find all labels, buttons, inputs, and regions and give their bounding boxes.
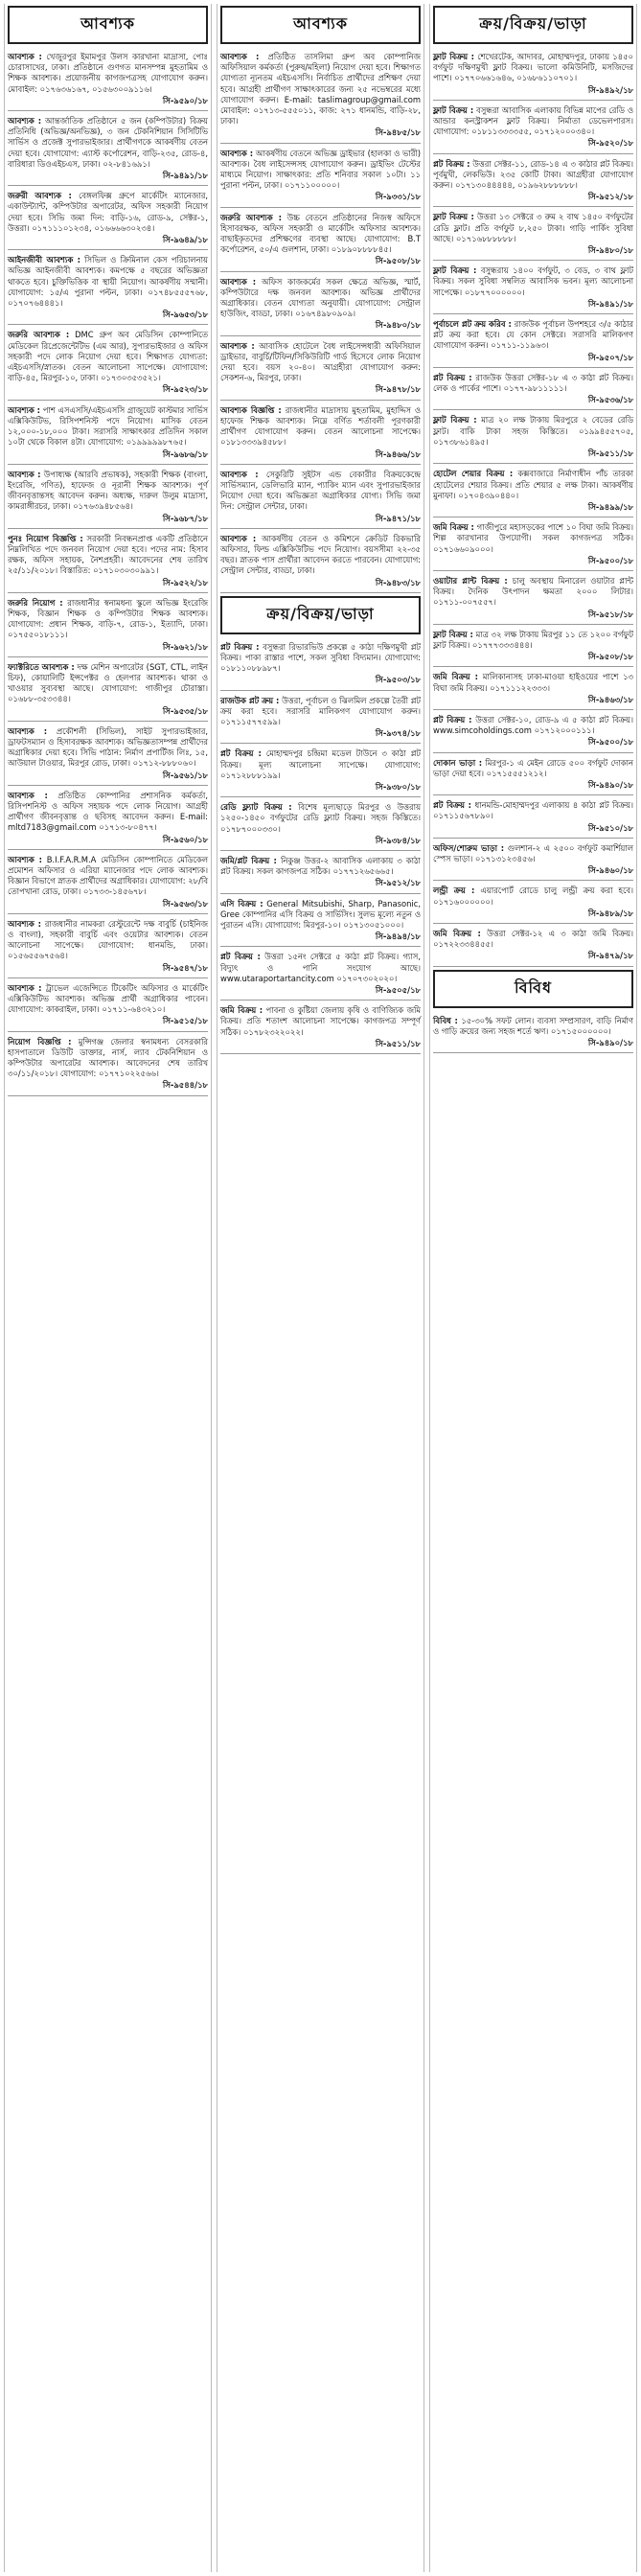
ad-list bbox=[220, 50, 421, 593]
ad-body: সেকুরিটি সুইটস এন্ড বেকারীর বিক্রয়কেন্দ্রে সার্ভিসম্যান, ডেলিভারি ম্যান, প্যাকিং ম্যান এবং সুপারভাইজার নিয়োগ দেয়া হবে। অভিজ্ঞতা অগ্রাধিকার যোগ্য। সিভি জমা দিন: সেন্ট্রাল সেন্টার, ঢাকা। bbox=[220, 469, 421, 512]
ad-body: সিভিল ও ক্রিমিনাল কেস পরিচালনায় অভিজ্ঞ আইনজীবী আবশ্যক। কমপক্ষে ৫ বছরের অভিজ্ঞতা থাকতে হবে। চুক্তিভিত্তিক বা স্থায়ী নিয়োগ। আকর্ষণীয় সম্মানী। যোগাযোগ: ১৫/এ পুরানা পল্টন, ঢাকা। ০১৭৪৮৫৫৫৭৬৮, ০১৭০৭৬৪৪৪১। bbox=[8, 255, 208, 309]
ad-body: রাজধানীর নামকরা রেস্টুরেন্টে দক্ষ বাবুর্চি (চাইনিজ ও বাংলা), সহকারী বাবুর্চি এবং ওয়েটার আবশ্যক। বেতন আলোচনা সাপেক্ষে। যোগাযোগ: ধানমন্ডি, ঢাকা। ০১৫৬৫৫৬৭৫৬৪। bbox=[8, 918, 208, 961]
ad-keyword: ফ্লাট বিক্রয় : bbox=[433, 52, 474, 61]
classified-ad bbox=[433, 104, 633, 154]
ad-reference: সি-৯৪৯১/১৮ bbox=[162, 171, 208, 181]
classified-ad bbox=[220, 211, 421, 272]
ad-keyword: প্লট বিক্রয় : bbox=[433, 158, 470, 169]
ad-list bbox=[8, 50, 208, 1096]
classified-ad bbox=[8, 789, 208, 850]
classified-ad bbox=[433, 210, 633, 261]
ad-reference: সি-৯৩৮৪/১৮ bbox=[375, 835, 421, 845]
column-header: আবশ্যক bbox=[8, 6, 208, 44]
ad-keyword: আবশ্যক : bbox=[8, 918, 42, 929]
classified-ad bbox=[220, 147, 421, 208]
ad-keyword: ফ্লাট বিক্রয় : bbox=[433, 104, 474, 115]
classified-ad bbox=[433, 756, 633, 796]
ad-list bbox=[433, 50, 633, 967]
classified-ad bbox=[220, 694, 421, 745]
ad-keyword: জমি বিক্রয় : bbox=[220, 1005, 263, 1016]
ad-keyword: আবশ্যক : bbox=[8, 469, 41, 479]
ad-body: শেখেরটেক, আদাবর, মোহাম্মদপুর, ঢাকায় ১৪৫০ বর্গফুট দক্ষিণমুখী ফ্লাট বিক্রয়। ভালো কমিউনিটি, মসজিদের পাশে। ০১৭৭০৬৬১৬৪৬, ০১৬৮৬১১০৭০১। bbox=[433, 52, 633, 83]
ad-body: পাবনা ও কুষ্টিয়া জেলায় কৃষি ও বাণিজ্যিক জমি বিক্রয়। প্রতি শতাংশ আলোচনা সাপেক্ষে। কাগজপত্র সম্পূর্ণ সঠিক। ০১৭৮২৩২২০২২। bbox=[220, 1005, 422, 1037]
classified-ad bbox=[220, 747, 421, 797]
section-header: বিবিধ bbox=[433, 970, 633, 1008]
ad-body: প্রতিষ্ঠিত কোম্পানির প্রশাসনিক কর্মকর্তা, রিসিপশনিস্ট ও অফিস সহায়ক পদে লোক নিয়োগ। আগ্রহী প্রার্থীগণ জীবনবৃত্তান্ত ও ছবিসহ আবেদন করুন। E-mail: mltd7183@gmail.com ০১৭১৩-৮০৪৭৭। bbox=[8, 790, 208, 833]
ad-body: মুন্সিগঞ্জ জেলার স্বনামধন্য বেসরকারি হাসপাতালে ডিউটি ডাক্তার, নার্স, ল্যাব টেকনিশিয়ান ও কম্পিউটার অপারেটর আবশ্যক। আবেদনের শেষ তারিখ ৩০/১১/২০১৮। যোগাযোগ: ০১৭৭১০২২৫৬৬। bbox=[8, 1036, 208, 1079]
classified-ad bbox=[8, 253, 208, 325]
ad-reference: সি-৯৫৪৪/১৮ bbox=[162, 1080, 208, 1091]
ad-reference: সি-৯৫৬১/১৮ bbox=[162, 770, 208, 780]
classified-ad bbox=[8, 660, 208, 722]
ad-keyword: জরুরি নিয়োগ : bbox=[8, 597, 63, 608]
ad-reference: সি-৯৫০০/১৮ bbox=[587, 737, 633, 748]
classified-ad bbox=[433, 467, 633, 518]
ad-keyword: প্লট বিক্রয় : bbox=[220, 641, 260, 652]
ad-body: বসুন্ধরা আবাসিক এলাকায় বিভিন্ন মাপের রেডি ও আন্ডার কনস্ট্রাকশন ফ্লাট বিক্রয়। নির্মাতা ডেভেলপারস। যোগাযোগ: ০১৮১১৩৩৩৩৫৫, ০১৭১২০০০৩৪০। bbox=[433, 104, 633, 137]
ad-keyword: আইনজীবী আবশ্যক : bbox=[8, 255, 80, 265]
classified-ad bbox=[220, 640, 421, 691]
ad-reference: সি-৯৪৯২/১৮ bbox=[587, 84, 633, 95]
classified-ad bbox=[220, 275, 421, 336]
column-1 bbox=[4, 4, 212, 2572]
classified-ad bbox=[8, 917, 208, 978]
column-3 bbox=[429, 4, 637, 2572]
ad-keyword: জমি বিক্রয় : bbox=[433, 672, 478, 682]
ad-keyword: দোকান ভাড়া : bbox=[433, 757, 483, 768]
ad-keyword: জরুরী আবশ্যক : bbox=[8, 191, 72, 201]
ad-keyword: প্লট বিক্রয় : bbox=[433, 800, 472, 811]
ad-body: মোহাম্মদপুর চন্দ্রিমা মডেল টাউনে ৩ কাঠা প্লট বিক্রয়। মূল্য আলোচনা সাপেক্ষে। যোগাযোগ: ০১৭১২৮৮৮১৯৯। bbox=[220, 748, 421, 780]
classified-ad bbox=[8, 468, 208, 529]
ad-keyword: আবশ্যক : bbox=[8, 790, 48, 800]
classified-ad bbox=[433, 371, 633, 411]
ad-reference: সি-৯৪৯১/১৮ bbox=[587, 298, 633, 309]
ad-reference: সি-৯৩৭৪/১৮ bbox=[375, 728, 421, 739]
classified-ad bbox=[220, 468, 421, 529]
ad-keyword: আবশ্যক : bbox=[8, 982, 42, 993]
ad-keyword: আবশ্যক : bbox=[8, 52, 42, 61]
classified-ad bbox=[433, 50, 633, 101]
column-header: আবশ্যক bbox=[220, 6, 421, 44]
classified-ad bbox=[8, 403, 208, 465]
ad-body: মাত্র ৩২ লক্ষ টাকায় মিরপুর ১১ তে ১২০০ বর্গফুট ফ্লাট বিক্রয়। ০১৭৭৭৩৩৩৪৪৪। bbox=[433, 629, 633, 650]
ad-reference: সি-৯৬৪৯/১৮ bbox=[162, 235, 208, 245]
ad-body: General Mitsubishi, Sharp, Panasonic, Gree কোম্পানির এসি বিক্রয় ও সার্ভিসিং। সুলভ মূল্যে নতুন ও পুরাতন এসি। যোগাযোগ: মিরপুর-১০। ০১৭১৩০৫১০০০। bbox=[220, 898, 421, 930]
ad-keyword: আবশ্যক : bbox=[8, 854, 42, 864]
ad-keyword: এসি বিক্রয় : bbox=[220, 898, 263, 908]
ad-body: বসুন্ধরা রিভারভিউ প্রকল্পে ৫ কাঠা দক্ষিণমুখী প্লট বিক্রয়। পাকা রাস্তার পাশে, সকল সুবিধা বিদ্যমান। যোগাযোগ: ০১৮১১০৮৮৯৮৭। bbox=[220, 641, 421, 674]
ad-reference: সি-৯৫২২/১৮ bbox=[162, 577, 208, 587]
ad-reference: সি-৯৪৮৩/১৮ bbox=[375, 577, 421, 587]
ad-keyword: আবশ্যক : bbox=[220, 276, 257, 287]
ad-keyword: জমি/প্লট বিক্রয় : bbox=[220, 855, 277, 865]
ad-keyword: বিবিধ : bbox=[433, 1015, 458, 1025]
ad-body: উচ্চ বেতনে প্রতিষ্ঠানের নিজস্ব অফিসে হিসাবরক্ষক, অফিস সহকারী ও মার্কেটিং অফিসার আবশ্যক। বাছাইকৃতদের প্রশিক্ষণের ব্যবস্থা আছে। যোগাযোগ: B.T কর্পোরেশন, ৫০/এ গুলশান, ঢাকা। ০১৮৯০৮৮৮৮৪৫। bbox=[220, 212, 421, 255]
ad-body: সরকারী নিবন্ধনপ্রাপ্ত একটি প্রতিষ্ঠানে নিম্নলিখিত পদে জনবল নিয়োগ দেয়া হবে। পদের নাম: হিসাব রক্ষক, অফিস সহায়ক, নৈশপ্রহরী। আবেদনের শেষ তারিখ ২৫/১১/২০১৮। বিস্তারিত: ০১৭১০৩০৩০৯৯১। bbox=[8, 533, 208, 576]
ad-reference: সি-৯৬৫৩/১৮ bbox=[162, 310, 208, 320]
ad-body: চালু অবস্থায় মিনারেল ওয়াটার প্লান্ট বিক্রয়। দৈনিক উৎপাদন ক্ষমতা ২০০০ লিটার। ০১৭১১-০০৭৫৫৭। bbox=[433, 575, 633, 608]
ad-reference: সি-৯৪৮০/১৮ bbox=[375, 320, 421, 331]
ad-keyword: ফ্যাক্টরিতে আবশ্যক : bbox=[8, 661, 75, 672]
ad-keyword: ফ্লাট বিক্রয় : bbox=[433, 212, 474, 222]
classified-ad bbox=[8, 596, 208, 657]
ad-body: গাজীপুরে মহাসড়কের পাশে ১০ বিঘা জমি বিক্রয়। শিল্প কারখানার উপযোগী। সকল কাগজপত্র সঠিক। ০১৭১৬৬০৯০০০। bbox=[433, 522, 633, 554]
ad-body: ১৫-৩০% সফট লোন। ব্যবসা সম্প্রসারণ, বাড়ি নির্মাণ ও গাড়ি ক্রয়ের জন্য সহজ শর্তে ঋণ। ০১৭১৫০০০০০০। bbox=[433, 1015, 633, 1036]
ad-body: মিরপুর-১ এ মেইন রোডে ৫০০ বর্গফুট দোকান ভাড়া দেয়া হবে। ০১৭১৫৫৫১২১২। bbox=[433, 757, 633, 778]
ad-keyword: আবশ্যক : bbox=[220, 52, 260, 61]
classified-ad bbox=[220, 532, 421, 593]
ad-body: ট্রাভেল এজেন্সিতে টিকেটিং অফিসার ও মার্কেটিং এক্সিকিউটিভ আবশ্যক। অভিজ্ঞ প্রার্থী অগ্রাধিকার পাবেন। যোগাযোগ: কাকরাইল, ঢাকা। ০১৭১১-৬৪৩২১০। bbox=[8, 982, 208, 1015]
section-header: ক্রয়/বিক্রয়/ভাড়া bbox=[220, 596, 421, 634]
ad-body: উত্তরা ১৩ সেক্টরে ৩ রুম ২ বাথ ১৪৫০ বর্গফুটের রেডি ফ্লাট। প্রতি বর্গফুট ৮,২৫০ টাকা। গাড়ি পার্কিং সুবিধা আছে। ০১৭১৬৮৮৮৮৮৮। bbox=[433, 212, 633, 243]
ad-body: পাশ এসএসসি/এইচএসসি গ্রাজুয়েট কাস্টমার সার্ভিস এক্সিকিউটিভ, রিসিপশনিস্ট পদে নিয়োগ। মাসিক বেতন ১২,০০০-১৮,০০০ টাকা। সরাসরি সাক্ষাৎকার প্রতিদিন সকাল ১০টা থেকে বিকাল ৪টা। যোগাযোগ: ০১৯৯৯৯৯৮৭৬৫। bbox=[8, 404, 208, 448]
classified-ad bbox=[8, 1035, 208, 1096]
ad-reference: সি-৯৫৯০/১৮ bbox=[162, 95, 208, 105]
ad-reference: সি-৯৫১৫/১৮ bbox=[162, 1016, 208, 1026]
ad-reference: সি-৯৪৯০/১৮ bbox=[587, 779, 633, 790]
column-header: ক্রয়/বিক্রয়/ভাড়া bbox=[433, 6, 633, 44]
ad-reference: সি-৯৬৮৬/১৮ bbox=[162, 448, 208, 459]
ad-reference: সি-৯৫১২/১৮ bbox=[375, 878, 421, 888]
ad-body: মালিকানাসহ ঢাকা-মাওয়া হাইওয়ের পাশে ১৩ বিঘা জমি বিক্রয়। ০১৭১১১২২৩৩৩। bbox=[433, 672, 633, 693]
ad-keyword: আবশ্যক : bbox=[220, 340, 255, 351]
ad-body: DMC গ্রুপ অব মেডিসিন কোম্পানিতে মেডিকেল রিপ্রেজেন্টেটিভ (এম আর), সুপারভাইজার ও অফিস সহকারী পদে লোক নিয়োগ দেয়া হবে। শিক্ষাগত যোগ্যতা: এইচএসসি/স্নাতক। বেতন আলোচনা সাপেক্ষে। যোগাযোগ: বাড়ি-৪৫, মিরপুর-১০, ঢাকা। ০১৭৩০৩৫৩৫২১। bbox=[8, 330, 208, 383]
ad-keyword: হোটেল শেয়ার বিক্রয় : bbox=[433, 469, 514, 479]
ad-body: খেজুরপুর ইমামপুর উলস কারখানা মাদ্রাসা, পোঃ চোরাসাখের, ঢাকা। প্রতিষ্ঠানে গুণগত মানসম্পন্ন মুহতামিম ও শিক্ষক আবশ্যক। প্রয়োজনীয় কাগজপত্রসহ যোগাযোগ করুন। মোবাইল: ০১৭৬৩৬১৬৭, ০১৫৬৩০০৯১১৬। bbox=[8, 52, 208, 94]
ad-reference: সি-৯৪৯৯/১৮ bbox=[587, 501, 633, 512]
ad-body: নিকুঞ্জ উত্তর-২ আবাসিক এলাকায় ৩ কাঠা প্লট বিক্রয়। সকল কাগজপত্র সঠিক। ০১৭৭১২৬৫৬৬৫। bbox=[220, 855, 421, 877]
ad-reference: সি-৯৪৮৫/১৮ bbox=[375, 127, 421, 138]
classified-ad bbox=[433, 713, 633, 753]
ad-body: উপাধ্যক্ষ (আরবি প্রভাষক), সহকারী শিক্ষক (বাংলা, ইংরেজি, গণিত), হাফেজ ও নূরানী শিক্ষক আবশ্যক। পূর্ণ জীবনবৃত্তান্তসহ আবেদন করুন। অধ্যক্ষ, দারুল উলুম মাদ্রাসা, কামরাঙ্গীরচর, ঢাকা। ০১৭৬৩৯৪৮৫৬৪। bbox=[8, 469, 208, 512]
ad-reference: সি-৯৫৪৭/১৮ bbox=[162, 962, 208, 973]
ad-keyword: প্লট বিক্রয় : bbox=[433, 714, 472, 724]
ad-body: উত্তরা সেক্টর-১১, রোড-১৪ এ ৩ কাঠার প্লট বিক্রয়। পূর্বমুখী, লেকভিউ। ২৩৫ কোটি টাকা। আগ্রহীরা যোগাযোগ করুন। ০১৭১৩০৪৪৪৪৪, ০১৯৬২৮৮৮৮৮৮। bbox=[433, 158, 633, 191]
ad-keyword: ফ্লাট বিক্রয় : bbox=[433, 629, 473, 639]
classified-ad bbox=[433, 927, 633, 967]
ad-reference: সি-৯৫২০/১৮ bbox=[587, 138, 633, 149]
ad-reference: সি-৯৪৯০/১৮ bbox=[587, 1038, 633, 1048]
classified-ad bbox=[220, 950, 421, 1000]
ad-keyword: আবশ্যক : bbox=[220, 533, 257, 543]
ad-reference: সি-৯৩৩১/১৮ bbox=[375, 192, 421, 202]
ad-keyword: রেডি ফ্ল্যাট বিক্রয় : bbox=[220, 802, 292, 813]
ad-body: আবাসিক হোটেলে বৈধ লাইসেন্সধারী অফিসিয়াল ড্রাইভার, বাবুর্চি/টিফিন/সিকিউরিটি গার্ড হিসেবে লোক নিয়োগ দেয়া হবে। বয়স ২০-৪০। আগ্রহীরা যোগাযোগ করুন: সেকশন-৬, মিরপুর, ঢাকা। bbox=[220, 340, 421, 383]
ad-reference: সি-৯৫১৮/১৮ bbox=[587, 609, 633, 619]
ad-reference: সি-৯৫১২/১৮ bbox=[587, 192, 633, 202]
classified-ad bbox=[8, 853, 208, 914]
classified-ad bbox=[220, 403, 421, 465]
ad-keyword: আবশ্যক : bbox=[8, 116, 42, 126]
classified-ad bbox=[8, 532, 208, 593]
ad-reference: সি-৯৫০৭/১৮ bbox=[587, 352, 633, 362]
ad-keyword: প্লট বিক্রয় : bbox=[433, 372, 472, 382]
ad-reference: সি-৯৫০০/১৮ bbox=[587, 555, 633, 565]
ad-list bbox=[433, 1014, 633, 1054]
classified-ad bbox=[8, 50, 208, 111]
classified-ad bbox=[433, 798, 633, 839]
ad-body: B.I.F.A.R.M.A মেডিসিন কোম্পানিতে মেডিকেল প্রমোশন অফিসার ও এরিয়া ম্যানেজার পদে লোক আবশ্যক। বিজ্ঞান বিভাগে স্নাতক প্রার্থীদের অগ্রাধিকার। যোগাযোগ: ২৮/বি তোপখানা রোড, ঢাকা। ০১৭৩৩-১৪৫৬৭৮। bbox=[8, 854, 208, 897]
ad-body: ধানমন্ডি-মোহাম্মদপুর এলাকায় ৪ কাঠা প্লট বিক্রয়। ০১৭১১৫৬৭৮৯০। bbox=[433, 800, 633, 821]
classified-ad bbox=[8, 981, 208, 1032]
ad-reference: সি-৯৫১১/১৮ bbox=[375, 1038, 421, 1048]
ad-keyword: লন্ড্রী ক্রয় : bbox=[433, 886, 475, 896]
classified-ad bbox=[433, 157, 633, 208]
classified-ad bbox=[220, 50, 421, 144]
ad-reference: সি-৯৬২১/১৮ bbox=[162, 641, 208, 652]
classified-ad bbox=[433, 1014, 633, 1054]
ad-list bbox=[220, 640, 421, 1054]
ad-keyword: ফ্লাট বিক্রয় : bbox=[433, 415, 477, 426]
classified-ad bbox=[220, 897, 421, 948]
classified-ad bbox=[8, 724, 208, 786]
ad-reference: সি-৯৪৭১/১৮ bbox=[375, 513, 421, 523]
ad-body: উত্তরা, পূর্বাচল ও ঝিলমিল প্রকল্পে তৈরী প্লট ক্রয় করা হবে। সরাসরি মালিকগণ যোগাযোগ করুন। ০১৭১১৫৭৭৫৯৯। bbox=[220, 695, 421, 726]
ad-keyword: অফিস/শোরুম ভাড়া : bbox=[433, 842, 505, 853]
classified-ad bbox=[433, 264, 633, 314]
ad-reference: সি-৯৪৮০/১৮ bbox=[587, 245, 633, 256]
ad-reference: সি-৯৪৬০/১৮ bbox=[587, 865, 633, 876]
ad-keyword: জমি বিক্রয় : bbox=[433, 522, 474, 533]
ad-body: আন্তর্জাতিক প্রতিষ্ঠানে ৫ জন (কম্পিউটার) বিক্রয় প্রতিনিধি (অভিজ্ঞ/অনভিজ্ঞ), ৩ জন টেকনিশিয়ান সিসিটিভি সার্ভিস ও প্রজেক্ট সুপারভাইজার। প্রার্থীগণকে আকর্ষণীয় বেতন দেয়া হবে। যোগাযোগ: এ্যাস্ট কর্পোরেশন, বাড়ি-২৩৫, রোড-৪, বারিধারা ডিওএইচএস, ঢাকা। ০২-৮৪১৬৯১। bbox=[8, 116, 208, 169]
classified-ad bbox=[433, 884, 633, 924]
ad-keyword: জরুরি আবশ্যক : bbox=[220, 212, 282, 222]
classified-ad bbox=[433, 628, 633, 668]
ad-keyword: প্লট বিক্রয় : bbox=[220, 952, 261, 962]
classified-ad bbox=[433, 317, 633, 368]
ad-reference: সি-৯৫৩৬/১৮ bbox=[587, 395, 633, 405]
column-2 bbox=[217, 4, 424, 2572]
ad-body: রাজধানীর মাদ্রাসায় মুহতামিম, মুহাদ্দিস ও হাফেজ শিক্ষক আবশ্যক। নিম্নে বর্ণিত শর্তাবলী পূরণকারী প্রার্থীগণ যোগাযোগ করুন। বেতন আলোচনা সাপেক্ষে। ০১৮১৩৩৩৯৪৫৮৮। bbox=[220, 404, 421, 448]
classified-ad bbox=[220, 1003, 421, 1054]
ad-body: উত্তরা সেক্টর-১০, রোড-৯ এ ৫ কাঠা প্লট বিক্রয়। www.simcoholdings.com ০১৭১২০০০১১১। bbox=[433, 714, 633, 736]
ad-reference: সি-৯৪৭৯/১৮ bbox=[587, 951, 633, 961]
ad-body: উত্তরা ১৫নং সেক্টরে ৫ কাঠা প্লট বিক্রয়। গ্যাস, বিদ্যুৎ ও পানি সংযোগ আছে। www.utaraportartancity.com ০১৭০৭৩০২০২০। bbox=[220, 952, 421, 983]
classified-ad bbox=[8, 328, 208, 400]
ad-keyword: আবশ্যক : bbox=[220, 469, 259, 479]
ad-body: দক্ষ মেশিন অপারেটর (SGT, CTL, লাইন চিফ), কোয়ালিটি ইন্সপেক্টর ও হেলপার আবশ্যক। থাকা ও খাওয়ার সুব্যবস্থা আছে। যোগাযোগ: গাজীপুর চৌরাস্তা। ০১৬৮৮-৩৫৩৩৪৪। bbox=[8, 661, 208, 704]
ad-keyword: রাজউক প্লট ক্রয় : bbox=[220, 695, 280, 705]
ad-reference: সি-৯৪৮৯/১৮ bbox=[587, 908, 633, 918]
ad-keyword: জরুরি আবশ্যক : bbox=[8, 330, 70, 340]
classified-ad bbox=[220, 339, 421, 401]
classified-ad bbox=[433, 670, 633, 710]
ad-keyword: পূর্বাচলে প্লট ক্রয় করিব : bbox=[433, 319, 512, 330]
ad-body: মাত্র ২০ লক্ষ টাকায় মিরপুরে ২ বেডের রেডি ফ্লাট। বাকি টাকা সহজ কিস্তিতে। ০১৯৯৪৫৫৭০৫, ০১৭৩৮৬১৪৯৫। bbox=[433, 415, 634, 447]
ad-keyword: নিয়োগ বিজ্ঞপ্তি : bbox=[8, 1036, 72, 1046]
classified-ad bbox=[433, 841, 633, 882]
ad-keyword: আবশ্যক : bbox=[8, 725, 48, 736]
ad-reference: সি-৯৫১০/১৮ bbox=[587, 822, 633, 833]
classified-ad bbox=[220, 854, 421, 894]
classified-ad bbox=[433, 574, 633, 625]
ad-body: বিশেষ মূল্যছাড়ে মিরপুর ও উত্তরায় ১২৫০-১৪৫০ বর্গফুটের রেডি ফ্ল্যাট বিক্রয়। সহজ কিস্তিতে। ০১৭৮৭০০০৩৩০। bbox=[220, 802, 421, 834]
ad-reference: সি-৯৫০৮/১৮ bbox=[375, 256, 421, 266]
ad-body: এয়ারপোর্ট রোডে চালু লন্ড্রী ক্রয় করা হবে। ০১৭১৬০০০০০০। bbox=[433, 886, 633, 907]
ad-body: প্রতিষ্ঠিত তাসলিমা গ্রুপ অব কোম্পানিজ অফিসিয়াল কর্মকর্তা (পুরুষ/মহিলা) নিয়োগ দেয়া হবে। শিক্ষাগত যোগ্যতা ন্যূনতম এইচএসসি। নির্বাচিত প্রার্থীদের প্রশিক্ষণ দেয়া হবে। আগ্রহী প্রার্থীগণ সাক্ষাৎকারের জন্য ২৫ নভেম্বরের মধ্যে যোগাযোগ করুন। E-mail: taslimagroup@gmail.com মোবাইল: ০১৭১৩-৫৫৫০১১, কাজ: ২৭১ ধানমন্ডি, বাড়ি-২৮, ঢাকা। bbox=[220, 52, 421, 126]
ad-reference: সি-৯৬৮৭/১৮ bbox=[162, 513, 208, 523]
classified-ad bbox=[433, 520, 633, 571]
ad-body: অফিস কাজকর্মের সকল ক্ষেত্রে অভিজ্ঞ, স্মার্ট, কম্পিউটারে দক্ষ জনবল আবশ্যক। অভিজ্ঞ প্রার্থীদের অগ্রাধিকার। বেতন যোগ্যতা অনুযায়ী। যোগাযোগ: সেন্ট্রাল হাউজিং, বাড্ডা, ঢাকা। ০১৬৭৪৯৮০৯০৯। bbox=[220, 276, 421, 319]
ad-reference: সি-৯৫১১/১৮ bbox=[587, 448, 633, 459]
classified-ad bbox=[8, 189, 208, 250]
ad-body: উত্তরা সেক্টর-১২ এ ৩ কাঠা জমি বিক্রয়। ০১৭২২৩৩৪৪৫৫। bbox=[433, 929, 633, 950]
ad-keyword: আবশ্যক বিজ্ঞপ্তি : bbox=[220, 404, 282, 415]
ad-keyword: পুনঃ নিয়োগ বিজ্ঞপ্তি : bbox=[8, 533, 83, 543]
ad-reference: সি-৯৫৬০/১৮ bbox=[162, 834, 208, 844]
ad-keyword: আবশ্যক : bbox=[8, 404, 40, 415]
ad-body: আকর্ষণীয় বেতন ও কমিশনে ক্রেডিট রিকভারি অফিসার, ফিল্ড এক্সিকিউটিভ পদে নিয়োগ। বয়সসীমা ২২-৩৫ বছর। স্নাতক পাস প্রার্থীরা আবেদন করতে পারবেন। যোগাযোগ: সেন্ট্রাল সেন্টার, বাড্ডা, ঢাকা। bbox=[220, 533, 421, 576]
ad-body: গুলশান-২ এ ২৫০০ বর্গফুট কমার্শিয়াল স্পেস ভাড়া। ০১৭১৩১২৩৪৫৬। bbox=[433, 842, 633, 863]
ad-reference: সি-৯৫২৩/১৮ bbox=[162, 384, 208, 395]
ad-reference: সি-৯৪৬৬/১৮ bbox=[375, 448, 421, 459]
ad-body: কক্সবাজারে নির্মাণাধীন পাঁচ তারকা হোটেলের শেয়ার বিক্রয়। প্রতি শেয়ার ৫ লক্ষ টাকা। আকর্ষণীয় মুনাফা। ০১৭০৪৩৯০৪৪০। bbox=[433, 469, 633, 500]
ad-keyword: আবশ্যক : bbox=[220, 148, 254, 158]
classified-ad bbox=[8, 114, 208, 186]
ad-reference: সি-৯৪৭৮/১৮ bbox=[375, 384, 421, 395]
ad-reference: সি-৯৫৬৩/১৮ bbox=[162, 898, 208, 908]
ad-reference: সি-৯৩৮০/১৮ bbox=[375, 781, 421, 792]
classified-ad bbox=[433, 413, 633, 464]
ad-reference: সি-৯৪৬৩/১৮ bbox=[587, 694, 633, 704]
ad-reference: সি-৯৫০৫/১৮ bbox=[375, 985, 421, 996]
classified-ad bbox=[220, 800, 421, 851]
ad-body: রাজউক পূর্বাচল উপশহরে ৩/৫ কাঠার প্লট ক্রয় করা হবে। যে কোন সেক্টরে। সরাসরি মালিকগণ যোগাযোগ করুন। ০১৭১১-১১৯৬৩। bbox=[433, 319, 633, 351]
ad-keyword: জমি বিক্রয় : bbox=[433, 929, 481, 938]
ad-body: বেঙ্গলফিক্স গ্রুপে মার্কেটিং ম্যানেজার, একাউন্ট্যান্ট, কম্পিউটার অপারেটর, অফিস সহকারী নিয়োগ দেয়া হবে। সিভি জমা দিন: বাড়ি-১৬, রোড-৯, সেক্টর-১, উত্তরা। ০১৭১১১০১২৩৪, ০১৬৬৬৬৩০২৩৪। bbox=[8, 191, 208, 233]
ad-reference: সি-৯৫০৩/১৮ bbox=[375, 675, 421, 685]
ad-keyword: ওয়াটার প্লান্ট বিক্রয় : bbox=[433, 575, 508, 586]
ad-reference: সি-৯৫৩৫/১৮ bbox=[162, 705, 208, 716]
ad-body: বসুন্ধরায় ১৪০০ বর্গফুট, ৩ বেড, ৩ বাথ ফ্লাট বিক্রয়। সকল সুবিধা সম্বলিত আবাসিক ভবন। মূল্য আলোচনা সাপেক্ষে। ০১৮৭৭০০০০০০। bbox=[433, 265, 633, 297]
ad-keyword: ফ্লাট বিক্রয় : bbox=[433, 265, 477, 276]
ad-body: প্রকৌশলী (সিভিল), সাইট সুপারভাইজার, ড্রাফটসম্যান ও হিসাবরক্ষক আবশ্যক। অভিজ্ঞতাসম্পন্ন প্রার্থীদের অগ্রাধিকার দেয়া হবে। সিভি পাঠান: নির্মাণ প্রপার্টিজ লিঃ, ১৫, আউয়াল টাওয়ার, মিরপুর রোড, ঢাকা। ০১৭১২-৮৮৮০৬০। bbox=[8, 725, 208, 769]
ad-body: রাজউক উত্তরা সেক্টর-১৮ এ ৩ কাঠা প্লট বিক্রয়। লেক ও পার্কের পাশে। ০১৭৭-৯৮১১১১১। bbox=[433, 372, 633, 394]
ad-reference: সি-৯৫০৮/১৮ bbox=[587, 652, 633, 662]
ad-keyword: প্লট বিক্রয় : bbox=[220, 748, 262, 759]
ad-body: আকর্ষণীয় বেতনে অভিজ্ঞ ড্রাইভার (হালকা ও ভারী) আবশ্যক। বৈধ লাইসেন্সসহ যোগাযোগ করুন। ড্রাইভিং টেস্টের মাধ্যমে নিয়োগ। সাক্ষাৎকার: প্রতি শনিবার সকাল ১০টা। ১১ পুরানা পল্টন, ঢাকা। ০১৭১১০০০০০। bbox=[220, 148, 421, 191]
ad-reference: সি-৯৪৯৪/১৮ bbox=[375, 932, 421, 942]
ad-body: রাজধানীর স্বনামধন্য স্কুলে অভিজ্ঞ ইংরেজি শিক্ষক, বিজ্ঞান শিক্ষক ও কম্পিউটার শিক্ষক আবশ্যক। যোগাযোগ: প্রধান শিক্ষক, বাড়ি-৭, রোড-১, ইত্যাদি, ঢাকা। ০১৭৫৫০১৮১১১। bbox=[8, 597, 209, 640]
